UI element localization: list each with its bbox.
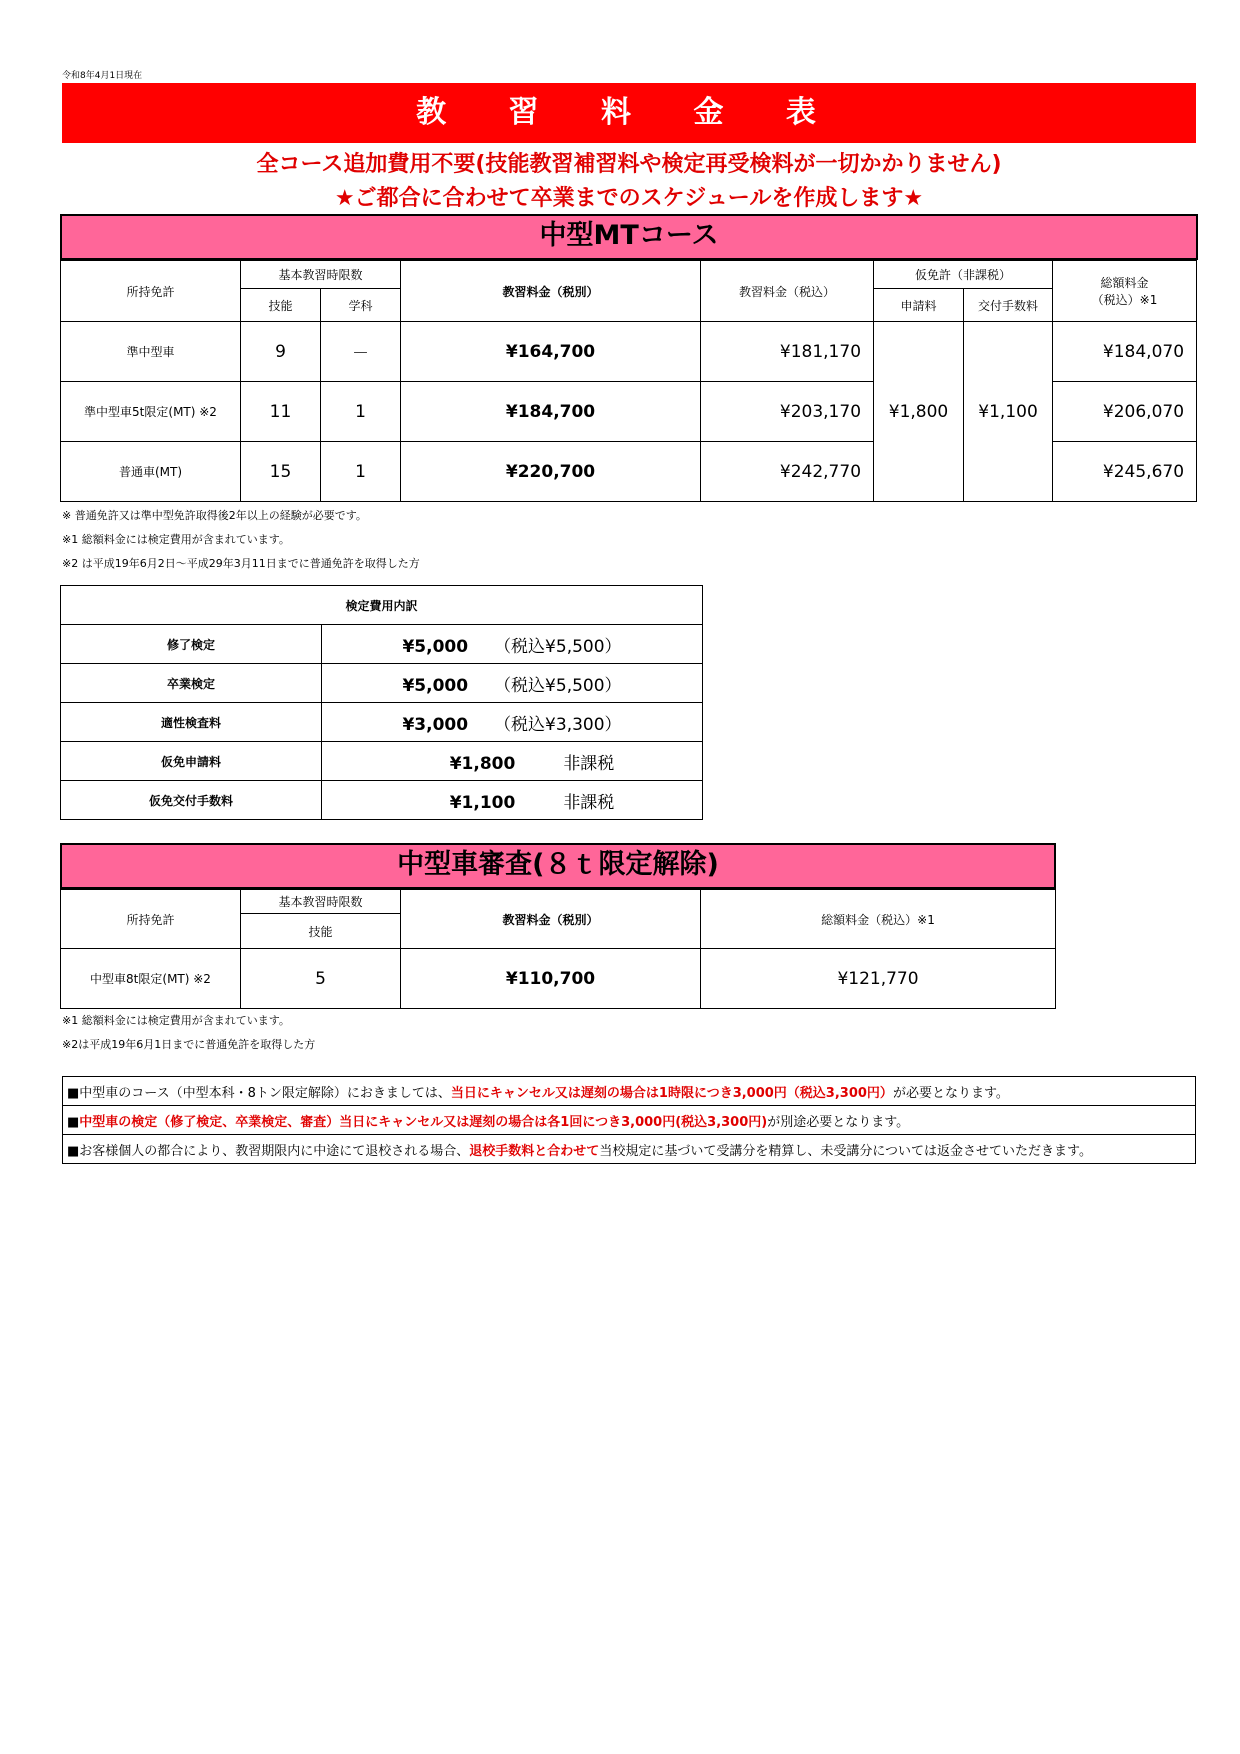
inspection-amount: [322, 664, 703, 703]
notice-text: ■お客様個人の都合により、教習期限内に中途にて退校される場合、: [67, 1143, 470, 1159]
shinsa-header-fee-ex: 教習料金（税別）: [401, 890, 701, 949]
header-theory: 学科: [321, 289, 401, 322]
shinsa-note-1: ※1 総額料金には検定費用が含まれています。: [62, 1014, 290, 1027]
inspection-amount: [322, 742, 703, 781]
shinsa-header-total: 総額料金（税込）※1: [701, 890, 1056, 949]
notice-emphasis: 中型車の検定（修了検定、卒業検定、審査）当日にキャンセル又は遅刻の場合は各1回につき3,000円(税込3,300円): [79, 1114, 768, 1130]
inspection-amount: [322, 703, 703, 742]
inspection-title: 検定費用内訳: [61, 586, 703, 625]
header-issue: 交付手数料: [964, 289, 1053, 322]
mt-course-title: 中型MTコース: [60, 214, 1198, 260]
row-fee-in: ¥203,170: [701, 382, 874, 442]
shinsa-header-hours: 基本教習時限数: [241, 890, 401, 914]
header-total-line2: （税込）※1: [1091, 293, 1158, 307]
row-theory: 1: [321, 382, 401, 442]
row-license: 準中型車: [61, 322, 241, 382]
table-row: [61, 322, 1197, 382]
notice-row: [63, 1106, 1196, 1135]
row-theory: －: [321, 322, 401, 382]
inspection-amount: [322, 625, 703, 664]
header-apply: 申請料: [874, 289, 964, 322]
subtitle-no-extra-fees: 全コース追加費用不要(技能教習補習料や検定再受検料が一切かかりません): [256, 152, 1002, 177]
mt-course-table: [60, 260, 1197, 502]
table-row: [61, 625, 703, 664]
inspection-label: 卒業検定: [61, 664, 322, 703]
table-row: [61, 703, 703, 742]
notices-table: [62, 1076, 1196, 1164]
notice-cancel-course: [63, 1077, 1196, 1106]
date-label: 令和8年4月1日現在: [62, 71, 143, 81]
header-fee-ex: 教習料金（税別）: [401, 261, 701, 322]
notice-text: ■中型車のコース（中型本科・8トン限定解除）におきましては、: [67, 1085, 451, 1101]
notice-text: が別途必要となります。: [767, 1114, 910, 1130]
notice-withdrawal: [63, 1135, 1196, 1164]
notice-cancel-exam: [63, 1106, 1196, 1135]
row-theory: 1: [321, 442, 401, 502]
inspection-tax: （税込¥3,300）: [494, 714, 622, 735]
table-row: [61, 781, 703, 820]
inspection-label: 修了検定: [61, 625, 322, 664]
mt-note-2: ※1 総額料金には検定費用が含まれています。: [62, 533, 290, 546]
shinsa-header-skill: 技能: [241, 914, 401, 949]
inspection-tax: （税込¥5,500）: [494, 636, 622, 657]
notice-text: ■: [67, 1114, 80, 1130]
header-fee-in: 教習料金（税込）: [701, 261, 874, 322]
table-row: [61, 949, 1056, 1009]
row-skill: 11: [241, 382, 321, 442]
issue-fee: ¥1,100: [964, 322, 1053, 502]
inspection-value: ¥1,100: [449, 792, 516, 813]
shinsa-title: 中型車審査(８ｔ限定解除): [60, 843, 1056, 889]
inspection-tax: 非課税: [563, 792, 615, 813]
row-skill: 15: [241, 442, 321, 502]
notice-text: 当校規定に基づいて受講分を精算し、未受講分については返金させていただきます。: [599, 1143, 1093, 1159]
header-total-line1: 総額料金: [1100, 276, 1149, 290]
inspection-value: ¥5,000: [402, 636, 469, 657]
subtitle-schedule: ★ご都合に合わせて卒業までのスケジュールを作成します★: [334, 186, 924, 211]
mt-note-3: ※2 は平成19年6月2日～平成29年3月11日までに普通免許を取得した方: [62, 557, 420, 570]
shinsa-row-skill: 5: [241, 949, 401, 1009]
row-total: ¥206,070: [1053, 382, 1197, 442]
row-license: 準中型車5t限定(MT) ※2: [61, 382, 241, 442]
mt-note-1: ※ 普通免許又は準中型免許取得後2年以上の経験が必要です。: [62, 509, 367, 522]
row-total: ¥184,070: [1053, 322, 1197, 382]
notice-row: [63, 1077, 1196, 1106]
header-total: [1053, 261, 1197, 322]
notice-emphasis: 退校手数料と合わせて: [469, 1143, 600, 1159]
row-skill: 9: [241, 322, 321, 382]
inspection-label: 仮免申請料: [61, 742, 322, 781]
inspection-label: 仮免交付手数料: [61, 781, 322, 820]
shinsa-row-fee-ex: ¥110,700: [401, 949, 701, 1009]
header-license: 所持免許: [61, 261, 241, 322]
shinsa-header-license: 所持免許: [61, 890, 241, 949]
shinsa-row-license: 中型車8t限定(MT) ※2: [61, 949, 241, 1009]
row-fee-in: ¥242,770: [701, 442, 874, 502]
notice-row: [63, 1135, 1196, 1164]
inspection-table: [60, 585, 703, 820]
inspection-label: 適性検査料: [61, 703, 322, 742]
table-row: [61, 664, 703, 703]
shinsa-row-total: ¥121,770: [701, 949, 1056, 1009]
row-fee-ex: ¥220,700: [401, 442, 701, 502]
header-karimen: 仮免許（非課税）: [874, 261, 1053, 289]
header-skill: 技能: [241, 289, 321, 322]
inspection-value: ¥1,800: [449, 753, 516, 774]
table-row: [61, 742, 703, 781]
row-fee-in: ¥181,170: [701, 322, 874, 382]
header-hours: 基本教習時限数: [241, 261, 401, 289]
shinsa-table: [60, 889, 1056, 1009]
page-title: 教 習 料 金 表: [62, 83, 1196, 143]
apply-fee: ¥1,800: [874, 322, 964, 502]
inspection-amount: [322, 781, 703, 820]
inspection-tax: （税込¥5,500）: [494, 675, 622, 696]
notice-text: が必要となります。: [892, 1085, 1009, 1101]
inspection-value: ¥5,000: [402, 675, 469, 696]
row-license: 普通車(MT): [61, 442, 241, 502]
row-fee-ex: ¥184,700: [401, 382, 701, 442]
inspection-value: ¥3,000: [402, 714, 469, 735]
shinsa-note-2: ※2は平成19年6月1日までに普通免許を取得した方: [62, 1038, 316, 1051]
inspection-tax: 非課税: [563, 753, 615, 774]
notice-emphasis: 当日にキャンセル又は遅刻の場合は1時限につき3,000円（税込3,300円）: [450, 1085, 893, 1101]
row-total: ¥245,670: [1053, 442, 1197, 502]
row-fee-ex: ¥164,700: [401, 322, 701, 382]
